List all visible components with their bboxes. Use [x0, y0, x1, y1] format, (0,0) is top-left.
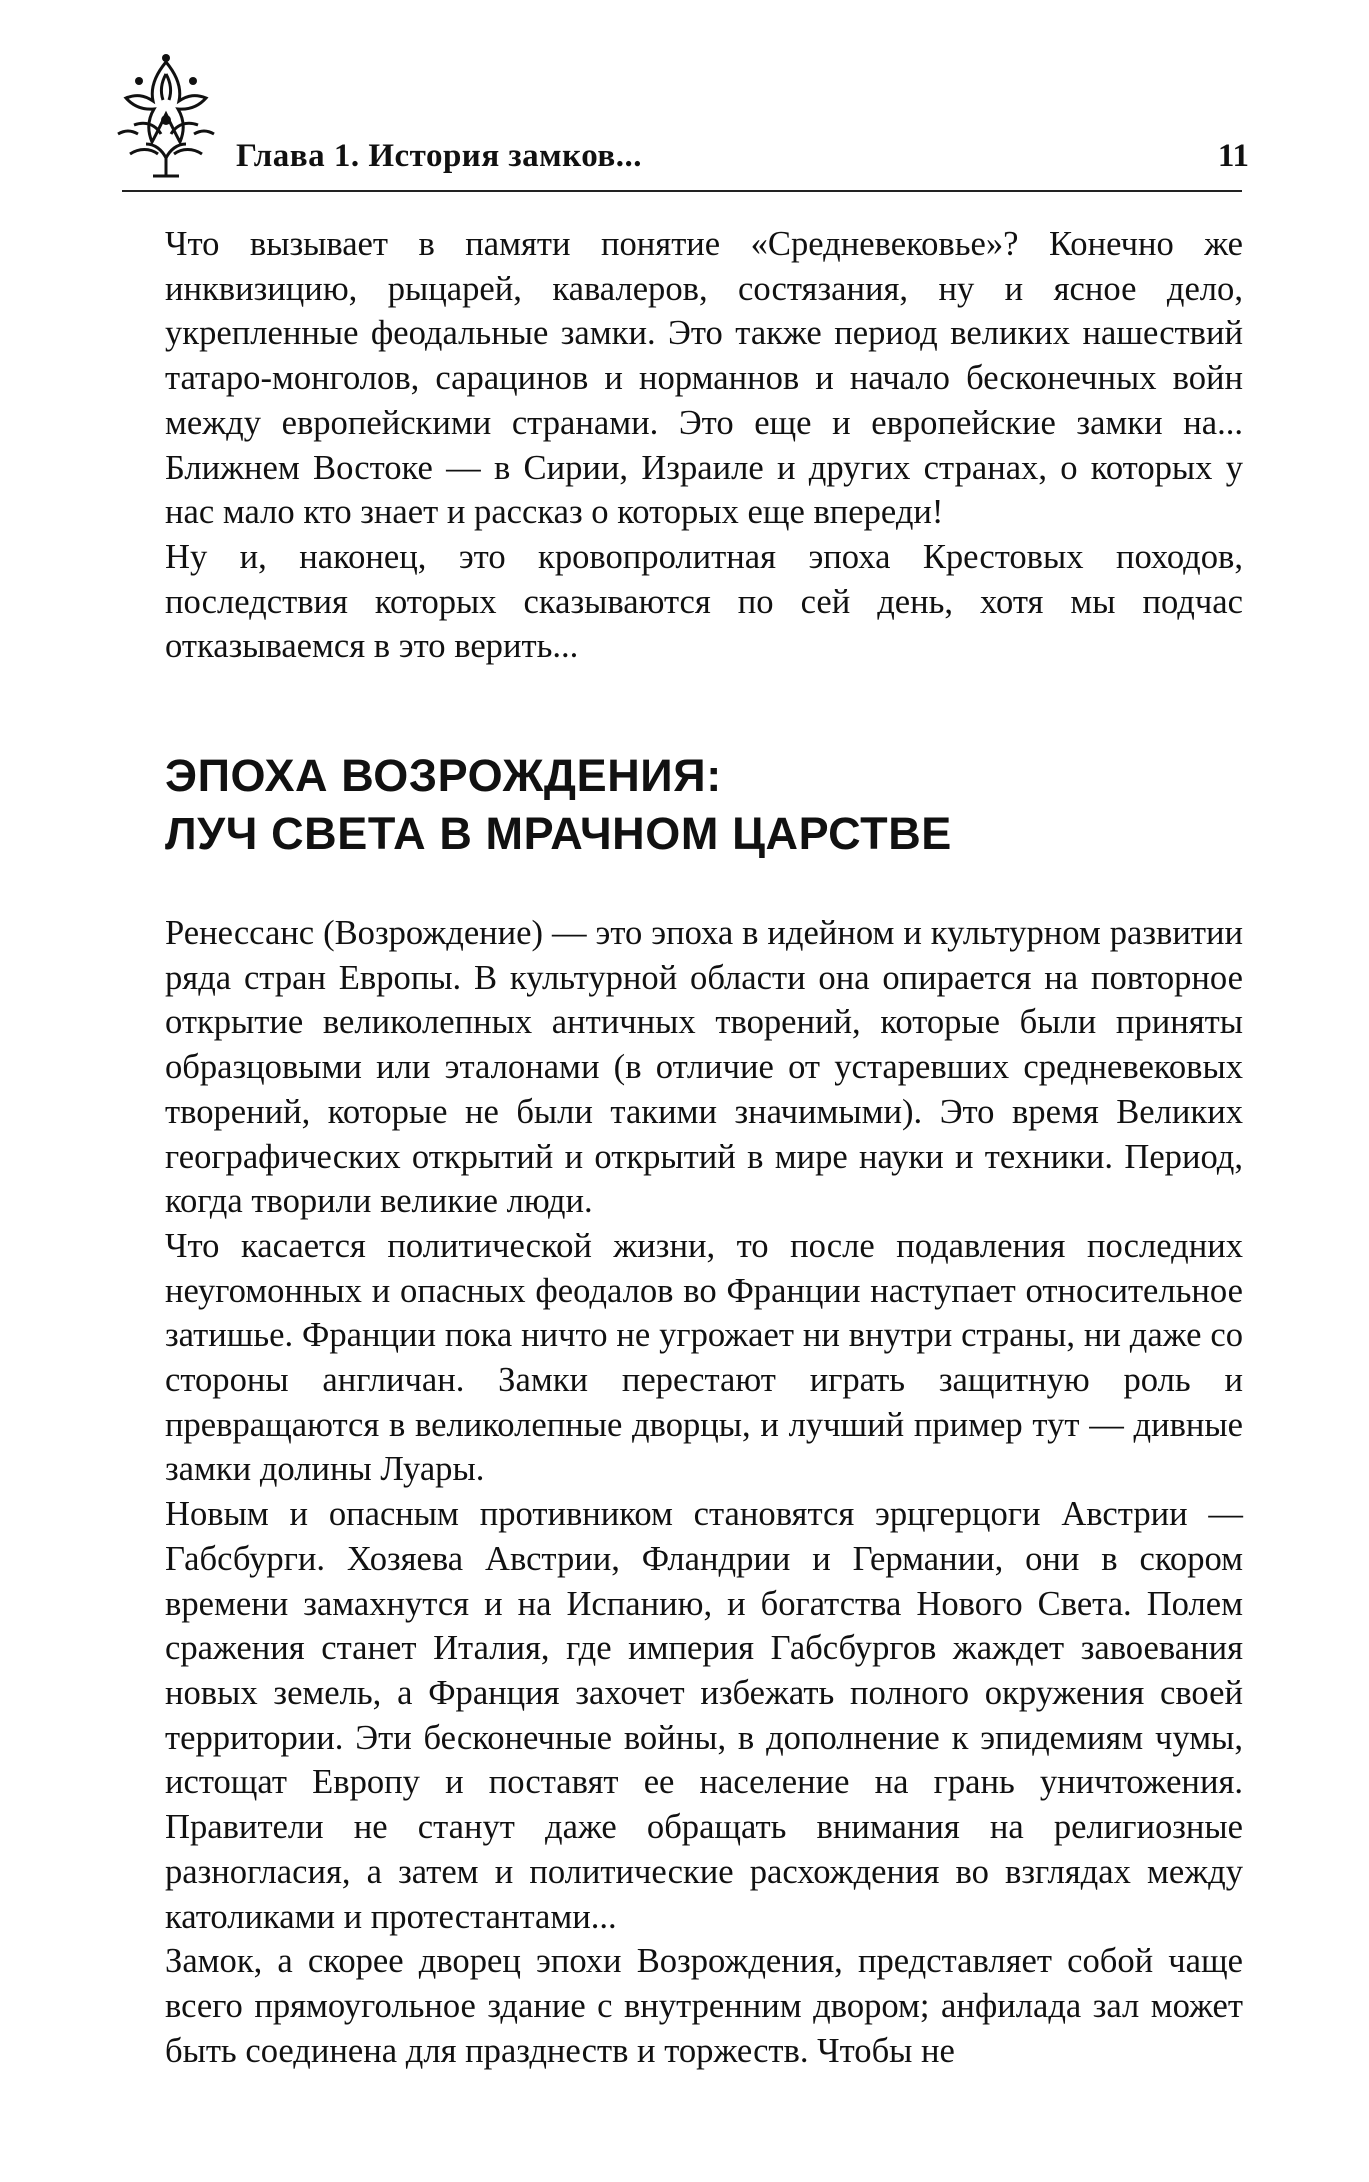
paragraph-5: Новым и опасным противником становятся эрцгерцоги Австрии — Габсбурги. Хозяева Австрии, Фландрии и Германии, они в скором времени замахнутся и на Испанию, и богатства Нового Света. Полем сражения станет Италия, где империя Габсбургов жаждет завоевания новых земель, а Франция захочет избежать полного окружения своей территории. Эти бесконечные войны, в дополнение к эпидемиям чумы, истощат Европу и поставят ее население на грань уничтожения. Правители не станут даже обращать внимания на религиозные разногласия, а затем и политические расхождения во взглядах между католиками и протестантами... [165, 1495, 1243, 1936]
paragraph-2: Ну и, наконец, это кровопролитная эпоха Крестовых походов, последствия которых сказываются по сей день, хотя мы подчас отказываемся в это верить... [165, 537, 1243, 666]
section-title [165, 747, 1243, 863]
heraldic-ornament-icon [108, 52, 226, 182]
paragraph-6: Замок, а скорее дворец эпохи Возрождения, представляет собой чаще всего прямоугольное здание с внутренним двором; анфилада зал может быть соединена для празднеств и торжеств. Чтобы не [165, 1942, 1243, 2070]
section-title-line-2: ЛУЧ СВЕТА В МРАЧНОМ ЦАРСТВЕ [165, 808, 952, 860]
page-content [165, 222, 1243, 2073]
section-title-line-1: ЭПОХА ВОЗРОЖДЕНИЯ: [165, 750, 722, 802]
paragraph-1: Что вызывает в памяти понятие «Средневековье»? Конечно же инквизицию, рыцарей, кавалеров, состязания, ну и ясное дело, укрепленные феодальные замки. Это также период великих нашествий татаро-монголов, сарацинов и норманнов и начало бесконечных войн между европейскими странами. Это еще и европейские замки на... Ближнем Востоке — в Сирии, Израиле и других странах, о которых у нас мало кто знает и рассказ о которых еще впереди! [165, 225, 1243, 532]
paragraph-4: Что касается политической жизни, то после подавления последних неугомонных и опасных феодалов во Франции наступает относительное затишье. Франции пока ничто не угрожает ни внутри страны, ни даже со стороны англичан. Замки перестают играть защитную роль и превращаются в великолепные дворцы, и лучший пример тут — дивные замки долины Луары. [165, 1226, 1243, 1489]
header-divider [122, 190, 1242, 192]
running-head-title: Глава 1. История замков... [236, 138, 642, 174]
paragraph-3: Ренессанс (Возрождение) — это эпоха в идейном и культурном развитии ряда стран Европы. В культурной области она опирается на повторное открытие великолепных античных творений, которые были приняты образцовыми или эталонами (в отличие от устаревших средневековых творений, которые не были такими значимыми). Это время Великих географических открытий и открытий в мире науки и техники. Период, когда творили великие люди. [165, 914, 1243, 1221]
page-number: 11 [1217, 138, 1249, 174]
